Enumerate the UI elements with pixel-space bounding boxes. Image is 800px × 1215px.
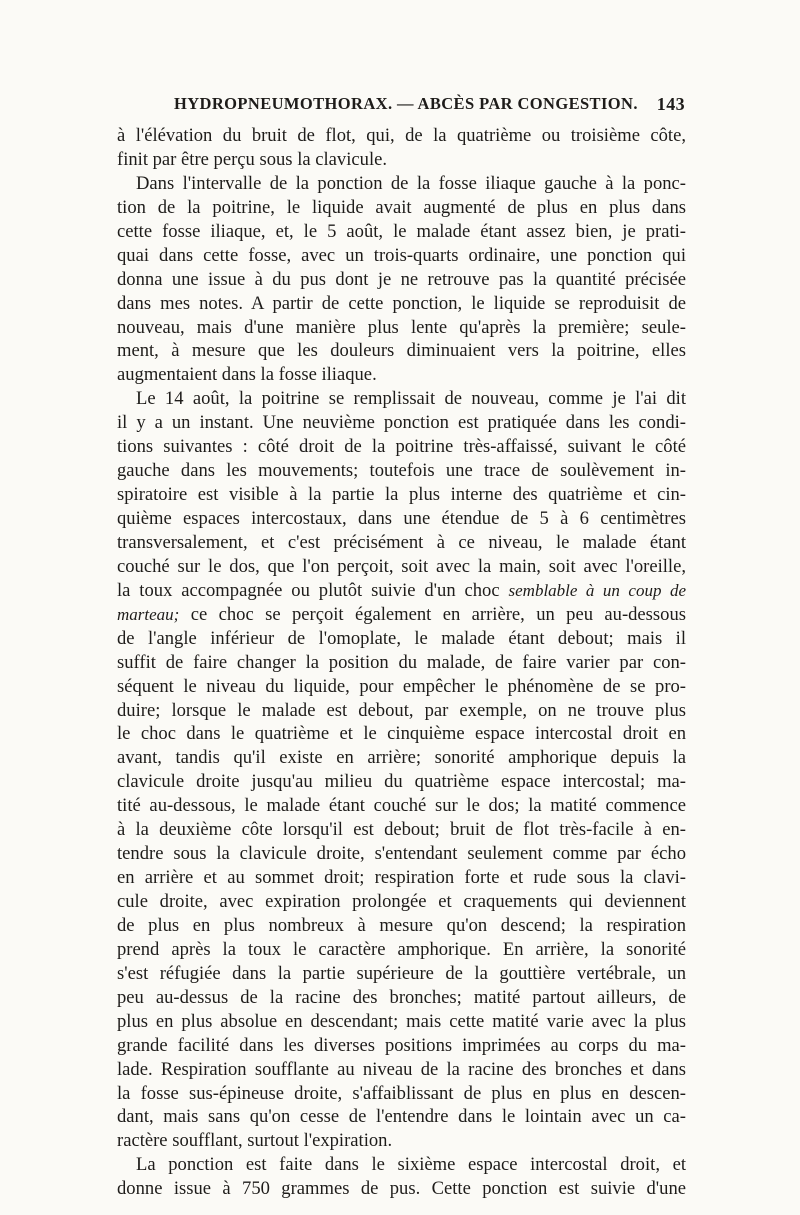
text-line: nouveau, mais d'une manière plus lente qu'après la première; seule- [117, 316, 686, 338]
body-text [117, 124, 686, 1201]
text-line: tions suivantes : côté droit de la poitrine très-affaissé, suivant le côté [117, 436, 686, 458]
text-line: tion de la poitrine, le liquide avait augmenté de plus en plus dans [117, 196, 686, 218]
text-line [117, 579, 686, 603]
paragraph-start-line: Dans l'intervalle de la ponction de la fosse iliaque gauche à la ponc- [136, 172, 686, 194]
text-line: transversalement, et c'est précisément à ce niveau, le malade étant [117, 531, 686, 553]
text-line: quième espaces intercostaux, dans une étendue de 5 à 6 centimètres [117, 508, 686, 529]
italic-text: marteau; [117, 604, 180, 624]
text-line: séquent le niveau du liquide, pour empêcher le phénomène de se pro- [117, 675, 686, 697]
text-line: avant, tandis qu'il existe en arrière; sonorité amphorique depuis la [117, 747, 686, 769]
text-line: tité au-dessous, le malade étant couché sur le dos; la matité commence [117, 795, 686, 817]
text-line: finit par être perçu sous la clavicule. [117, 148, 388, 170]
text-line: grande facilité dans les diverses positions imprimées au corps du ma- [117, 1034, 686, 1056]
text-line: lade. Respiration soufflante au niveau de la racine des bronches et dans [117, 1058, 686, 1080]
text-line: de plus en plus nombreux à mesure qu'on descend; la respiration [117, 914, 686, 936]
text-line: dant, mais sans qu'on cesse de l'entendre dans le lointain avec un ca- [117, 1106, 686, 1128]
text-line: gauche dans les mouvements; toutefois une trace de soulèvement in- [117, 460, 686, 482]
running-header [118, 94, 685, 120]
text-line: tendre sous la clavicule droite, s'entendant seulement comme par écho [117, 843, 686, 865]
text-line: à l'élévation du bruit de flot, qui, de la quatrième ou troisième côte, [117, 125, 686, 146]
text-line: donna une issue à du pus dont je ne retrouve pas la quantité précisée [117, 268, 686, 290]
paragraph-start-line: Le 14 août, la poitrine se remplissait de nouveau, comme je l'ai dit [136, 388, 686, 410]
text-line: plus en plus absolue en descendant; mais cette matité varie avec la plus [117, 1010, 686, 1032]
paragraph-start-line: La ponction est faite dans le sixième espace intercostal droit, et [136, 1154, 686, 1176]
text-line: ment, à mesure que les douleurs diminuaient vers la poitrine, elles [117, 340, 686, 362]
text-run: la toux accompagnée ou plutôt suivie d'un choc [117, 579, 509, 601]
running-title: HYDROPNEUMOTHORAX. — ABCÈS PAR CONGESTION. [174, 94, 638, 113]
text-line: couché sur le dos, que l'on perçoit, soit avec la main, soit avec l'oreille, [117, 555, 686, 577]
text-line: cette fosse iliaque, et, le 5 août, le malade étant assez bien, je prati- [117, 220, 686, 242]
text-line: dans mes notes. A partir de cette ponction, le liquide se reproduisit de [117, 292, 686, 314]
text-line: s'est réfugiée dans la partie supérieure de la gouttière vertébrale, un [117, 962, 686, 984]
text-line: spiratoire est visible à la partie la plus interne des quatrième et cin- [117, 484, 686, 506]
text-line: ractère soufflant, surtout l'expiration. [117, 1130, 393, 1152]
text-line: suffit de faire changer la position du malade, de faire varier par con- [117, 651, 686, 673]
text-line: augmentaient dans la fosse iliaque. [117, 364, 377, 386]
text-line: peu au-dessus de la racine des bronches; matité partout ailleurs, de [117, 986, 686, 1008]
text-line: quai dans cette fosse, avec un trois-quarts ordinaire, une ponction qui [117, 244, 686, 266]
text-line: cule droite, avec expiration prolongée et craquements qui deviennent [117, 891, 686, 912]
italic-text: semblable à un coup de [508, 580, 686, 600]
text-line: le choc dans le quatrième et le cinquième espace intercostal droit en [117, 723, 686, 745]
text-line: de l'angle inférieur de l'omoplate, le malade étant debout; mais il [117, 627, 686, 649]
text-line: la fosse sus-épineuse droite, s'affaiblissant de plus en plus en descen- [117, 1082, 686, 1104]
text-line [117, 603, 686, 627]
page-number: 143 [656, 94, 685, 114]
text-line: duire; lorsque le malade est debout, par exemple, on ne trouve plus [117, 699, 686, 721]
text-line: à la deuxième côte lorsqu'il est debout; bruit de flot très-facile à en- [117, 819, 686, 841]
text-line: il y a un instant. Une neuvième ponction est pratiquée dans les condi- [117, 412, 686, 434]
text-line: clavicule droite jusqu'au milieu du quatrième espace intercostal; ma- [117, 771, 686, 793]
text-line: donne issue à 750 grammes de pus. Cette ponction est suivie d'une [117, 1178, 686, 1200]
text-line: en arrière et au sommet droit; respiration forte et rude sous la clavi- [117, 867, 686, 889]
text-line: prend après la toux le caractère amphorique. En arrière, la sonorité [117, 938, 686, 960]
text-run: ce choc se perçoit également en arrière, un peu au-dessous [179, 603, 686, 625]
